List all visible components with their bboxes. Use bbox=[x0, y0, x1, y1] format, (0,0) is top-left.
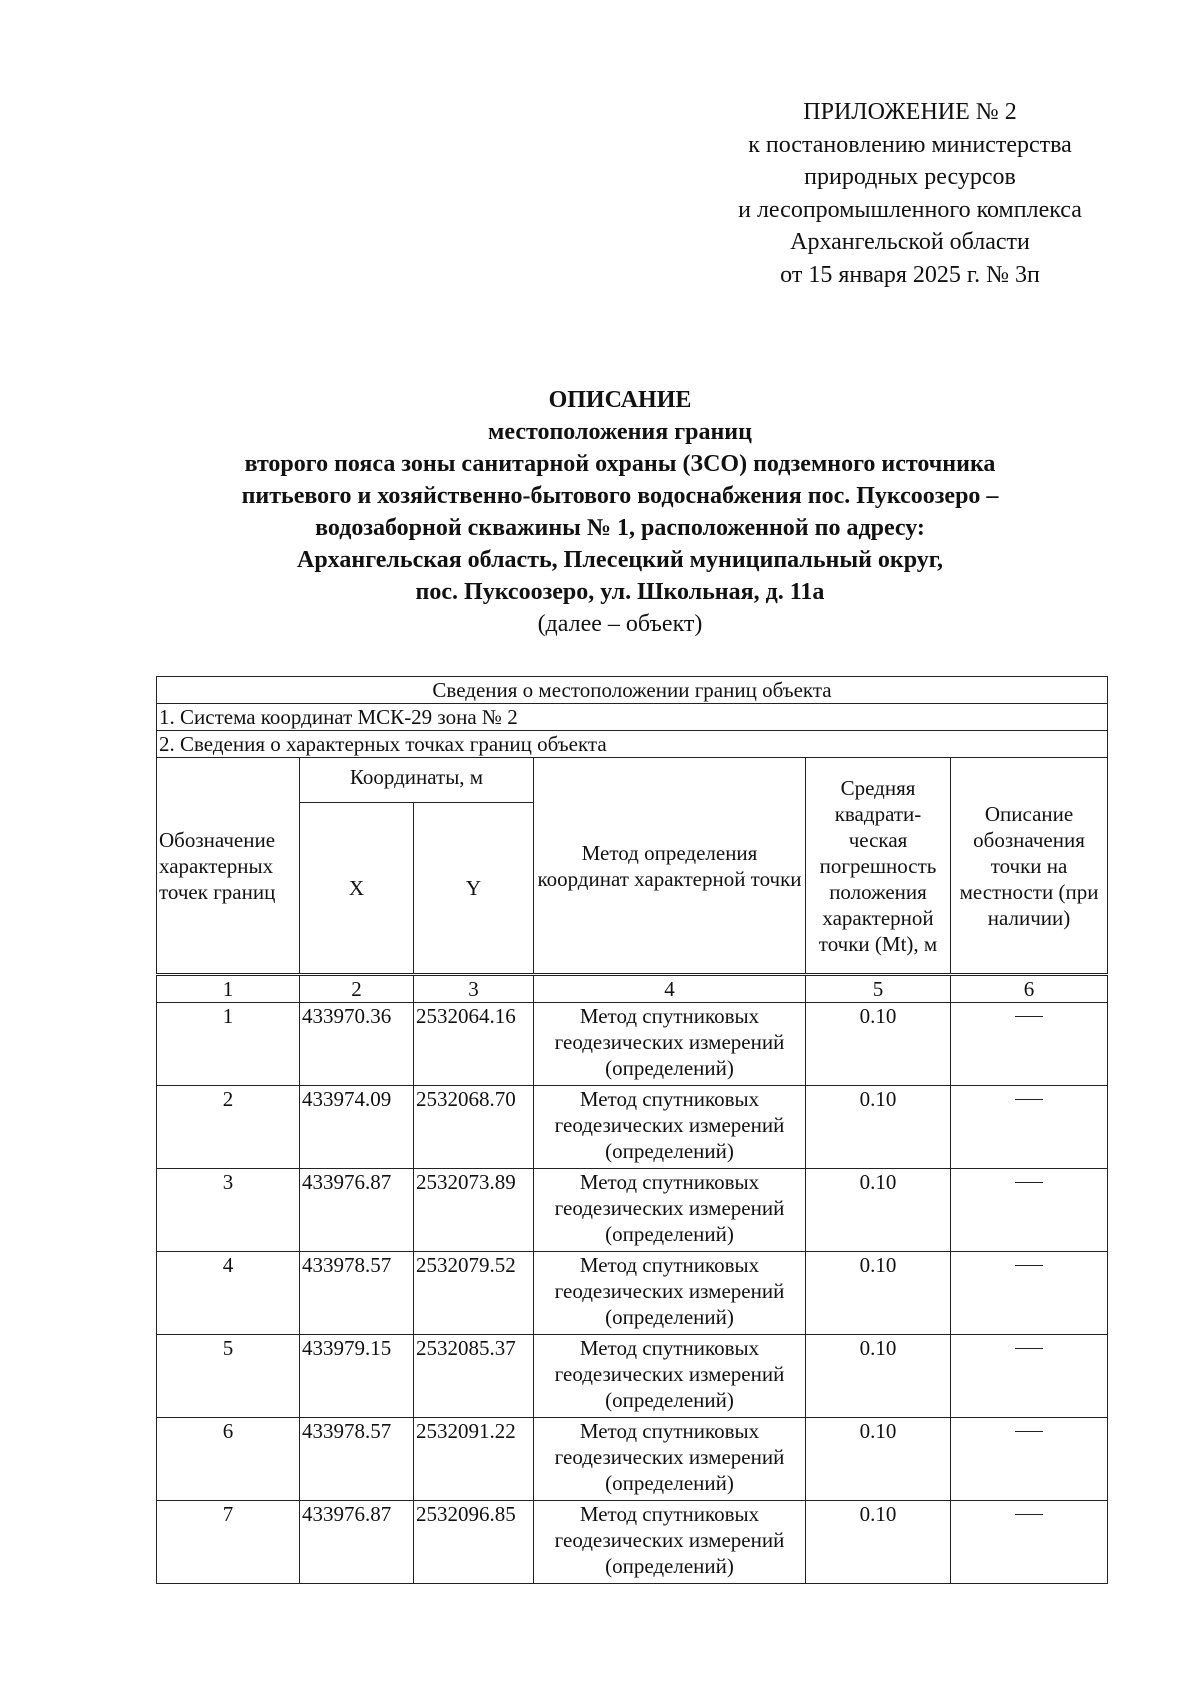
points-section-title: 2. Сведения о характерных точках границ объекта bbox=[157, 731, 1108, 758]
cell-method: Метод спутниковых геодезических измерений (определений) bbox=[534, 1086, 806, 1169]
cell-point: 5 bbox=[157, 1335, 300, 1418]
cell-description bbox=[951, 1086, 1108, 1169]
cell-y: 2532079.52 bbox=[414, 1252, 534, 1335]
document-title bbox=[140, 384, 1100, 640]
column-number: 6 bbox=[951, 975, 1108, 1003]
cell-x: 433978.57 bbox=[300, 1252, 414, 1335]
cell-y: 2532096.85 bbox=[414, 1501, 534, 1584]
cell-point: 1 bbox=[157, 1003, 300, 1086]
coordinate-system: 1. Система координат МСК-29 зона № 2 bbox=[157, 704, 1108, 731]
cell-x: 433979.15 bbox=[300, 1335, 414, 1418]
title-line: местоположения границ bbox=[488, 419, 752, 445]
table-caption: Сведения о местоположении границ объекта bbox=[157, 677, 1108, 704]
cell-error: 0.10 bbox=[806, 1086, 951, 1169]
empty-dash-icon bbox=[1015, 1182, 1043, 1183]
cell-description bbox=[951, 1418, 1108, 1501]
cell-description bbox=[951, 1501, 1108, 1584]
empty-dash-icon bbox=[1015, 1099, 1043, 1100]
cell-y: 2532064.16 bbox=[414, 1003, 534, 1086]
empty-dash-icon bbox=[1015, 1514, 1043, 1515]
empty-dash-icon bbox=[1015, 1348, 1043, 1349]
title-line: водозаборной скважины № 1, расположенной по адресу: bbox=[315, 515, 925, 541]
cell-error: 0.10 bbox=[806, 1418, 951, 1501]
title-line: пос. Пуксоозеро, ул. Школьная, д. 11а bbox=[415, 579, 825, 605]
cell-error: 0.10 bbox=[806, 1501, 951, 1584]
cell-method: Метод спутниковых геодезических измерений (определений) bbox=[534, 1252, 806, 1335]
annex-line: Архангельской области bbox=[790, 229, 1030, 255]
cell-x: 433976.87 bbox=[300, 1169, 414, 1252]
cell-error: 0.10 bbox=[806, 1335, 951, 1418]
cell-point: 3 bbox=[157, 1169, 300, 1252]
table-row bbox=[157, 1418, 1108, 1501]
cell-point: 7 bbox=[157, 1501, 300, 1584]
cell-method: Метод спутниковых геодезических измерений (определений) bbox=[534, 1501, 806, 1584]
cell-description bbox=[951, 1252, 1108, 1335]
title-note: (далее – объект) bbox=[537, 611, 703, 637]
title-line: питьевого и хозяйственно-бытового водоснабжения пос. Пуксоозеро – bbox=[241, 483, 999, 509]
empty-dash-icon bbox=[1015, 1265, 1043, 1266]
column-number: 5 bbox=[806, 975, 951, 1003]
cell-method: Метод спутниковых геодезических измерений (определений) bbox=[534, 1418, 806, 1501]
cell-x: 433970.36 bbox=[300, 1003, 414, 1086]
cell-error: 0.10 bbox=[806, 1003, 951, 1086]
table-row bbox=[157, 1252, 1108, 1335]
cell-description bbox=[951, 1169, 1108, 1252]
title-line: Архангельская область, Плесецкий муниципальный округ, bbox=[297, 547, 943, 573]
header-method: Метод определения координат характерной точки bbox=[534, 758, 806, 975]
annex-line: ПРИЛОЖЕНИЕ № 2 bbox=[803, 99, 1017, 125]
header-description: Описание обозначения точки на местности (при наличии) bbox=[951, 758, 1108, 975]
cell-method: Метод спутниковых геодезических измерений (определений) bbox=[534, 1169, 806, 1252]
cell-y: 2532091.22 bbox=[414, 1418, 534, 1501]
table-row bbox=[157, 1501, 1108, 1584]
cell-method: Метод спутниковых геодезических измерений (определений) bbox=[534, 1003, 806, 1086]
column-number: 3 bbox=[414, 975, 534, 1003]
cell-method: Метод спутниковых геодезических измерений (определений) bbox=[534, 1335, 806, 1418]
cell-description bbox=[951, 1335, 1108, 1418]
header-error: Средняя квадрати-ческая погрешность положения характерной точки (Mt), м bbox=[806, 758, 951, 975]
table-row bbox=[157, 1169, 1108, 1252]
header-y: Y bbox=[414, 803, 534, 975]
cell-error: 0.10 bbox=[806, 1252, 951, 1335]
cell-y: 2532073.89 bbox=[414, 1169, 534, 1252]
cell-x: 433976.87 bbox=[300, 1501, 414, 1584]
boundary-points-table bbox=[156, 676, 1108, 1584]
header-x: X bbox=[300, 803, 414, 975]
header-coordinates: Координаты, м bbox=[300, 758, 534, 803]
cell-y: 2532085.37 bbox=[414, 1335, 534, 1418]
cell-error: 0.10 bbox=[806, 1169, 951, 1252]
cell-description bbox=[951, 1003, 1108, 1086]
header-point: Обозначение характерных точек границ bbox=[157, 758, 300, 975]
cell-x: 433978.57 bbox=[300, 1418, 414, 1501]
table-row bbox=[157, 1003, 1108, 1086]
cell-point: 2 bbox=[157, 1086, 300, 1169]
cell-point: 6 bbox=[157, 1418, 300, 1501]
annex-line: от 15 января 2025 г. № 3п bbox=[780, 261, 1040, 288]
table-row bbox=[157, 1335, 1108, 1418]
column-numbers-row bbox=[157, 975, 1108, 1003]
annex-heading bbox=[700, 96, 1120, 291]
cell-y: 2532068.70 bbox=[414, 1086, 534, 1169]
column-number: 1 bbox=[157, 975, 300, 1003]
annex-line: к постановлению министерства bbox=[748, 131, 1072, 158]
annex-line: и лесопромышленного комплекса bbox=[738, 196, 1082, 223]
column-number: 4 bbox=[534, 975, 806, 1003]
title-line: второго пояса зоны санитарной охраны (ЗСО) подземного источника bbox=[244, 451, 996, 477]
table-row bbox=[157, 1086, 1108, 1169]
title-line: ОПИСАНИЕ bbox=[548, 387, 692, 413]
cell-x: 433974.09 bbox=[300, 1086, 414, 1169]
column-number: 2 bbox=[300, 975, 414, 1003]
annex-line: природных ресурсов bbox=[804, 164, 1016, 190]
cell-point: 4 bbox=[157, 1252, 300, 1335]
empty-dash-icon bbox=[1015, 1016, 1043, 1017]
empty-dash-icon bbox=[1015, 1431, 1043, 1432]
